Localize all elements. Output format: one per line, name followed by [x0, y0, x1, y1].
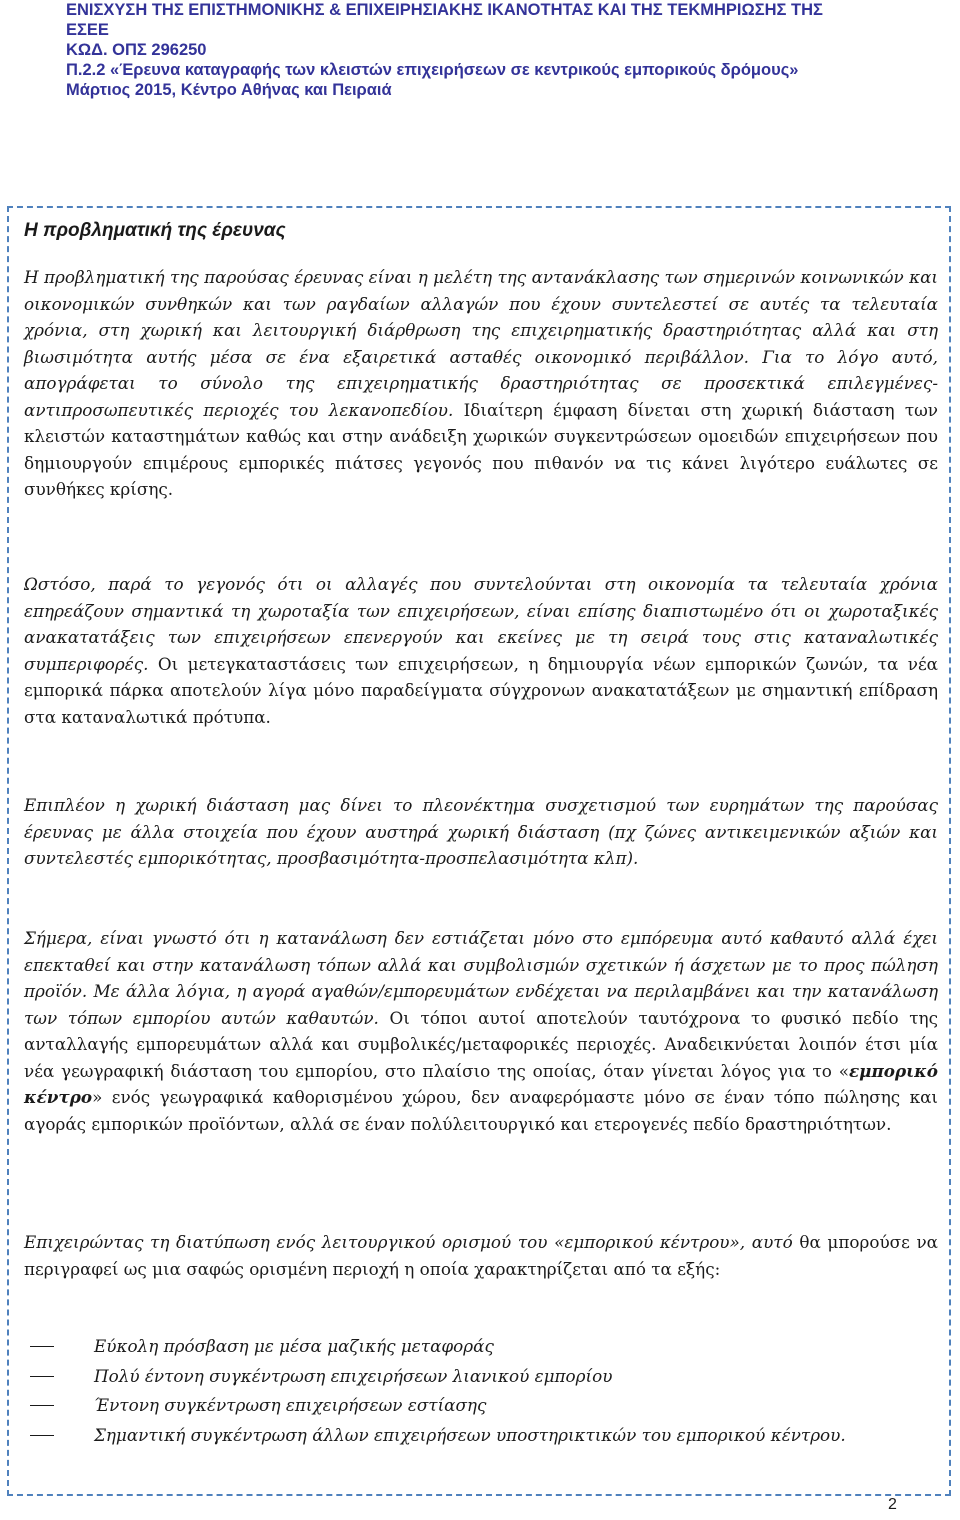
paragraph-3 — [24, 792, 938, 872]
paragraph-1-normal: Ιδιαίτερη έμφαση δίνεται στη χωρική διάσταση των κλειστών καταστημάτων καθώς και στην ανάδειξη χωρικών συγκεντρώσεων ομοειδών επιχειρήσεων που δημιουργούν επιμέρους εμπορικές πιάτσες γεγονός που πιθανόν να τις κάνει λιγότερο ευάλωτες σε συνθήκες κρίσης. — [24, 399, 938, 499]
paragraph-2 — [24, 571, 938, 730]
dash-bullet-icon — [30, 1346, 54, 1347]
header-line-2: ΕΣΕΕ — [66, 21, 109, 39]
paragraph-5-normal: θα μπορούσε να περιγραφεί ως μια σαφώς ορισμένη περιοχή η οποία χαρακτηρίζεται από τα εξής: — [24, 1232, 938, 1279]
paragraph-4-normal-b: » ενός γεωγραφικά καθορισμένου χώρου, δεν αναφερόμαστε μόνο σε έναν τόπο πώλησης και αγοράς εμπορικών προϊόντων, αλλά σε έναν πολύλειτουργικό και ετερογενές πεδίο δραστηριότητων. — [24, 1087, 938, 1134]
header-line-4: Π.2.2 «Έρευνα καταγραφής των κλειστών επιχειρήσεων σε κεντρικούς εμπορικούς δρόμους» — [66, 61, 799, 79]
list-item: Εύκολη πρόσβαση με μέσα μαζικής μεταφοράς — [24, 1332, 938, 1362]
dash-bullet-icon — [30, 1405, 54, 1406]
list-item: Σημαντική συγκέντρωση άλλων επιχειρήσεων υποστηρικτικών του εμπορικού κέντρου. — [24, 1421, 938, 1451]
header-line-5: Μάρτιος 2015, Κέντρο Αθήνας και Πειραιά — [66, 81, 392, 99]
paragraph-1 — [24, 264, 938, 503]
paragraph-4 — [24, 925, 938, 1137]
paragraph-1-italic: Η προβληματική της παρούσας έρευνας είναι η μελέτη της αντανάκλασης των σημερινών κοινωνικών και οικονομικών συνθηκών και των ραγδαίων αλλαγών που έχουν συντελεστεί σε αυτές τα τελευταία χρόνια, στη χωρική και λειτουργική διάρθρωση της επιχειρηματικής δραστηριότητας αλλά και στη βιωσιμότητα αυτής μέσα σε ένα εξαιρετικά ασταθές οικονομικό περιβάλλον. — [24, 267, 938, 367]
paragraph-4-normal-a: Οι τόποι αυτοί αποτελούν ταυτόχρονα το φυσικό πεδίο της ανταλλαγής εμπορευμάτων αλλά και συμβολικές/μεταφορικές περιοχές. Αναδεικνύεται λοιπόν έτσι μία νέα γεωγραφική διάσταση του εμπορίου, στο πλαίσιο της οποίας, όταν γίνεται λόγος για το « — [24, 1007, 938, 1081]
dash-bullet-icon — [30, 1376, 54, 1377]
paragraph-4-bold-term: εμπορικό κέντρο — [24, 1060, 938, 1107]
paragraph-5 — [24, 1229, 938, 1282]
criteria-list — [24, 1332, 938, 1450]
header-line-3: ΚΩΔ. ΟΠΣ 296250 — [66, 41, 207, 59]
page-number: 2 — [888, 1496, 897, 1513]
paragraph-2-italic: Ωστόσο, παρά το γεγονός ότι οι αλλαγές που συντελούνται στη οικονομία τα τελευταία χρόνια επηρεάζουν σημαντικά τη χωροταξία των επιχειρήσεων, είναι επίσης διαπιστωμένο ότι οι χωροταξικές ανακατατάξεις των επιχειρήσεων επενεργούν και εκείνες με τη σειρά τους στις καταναλωτικές συμπεριφορές. — [24, 574, 938, 674]
list-item: Έντονη συγκέντρωση επιχειρήσεων εστίασης — [24, 1391, 938, 1421]
paragraph-4-italic: Σήμερα, είναι γνωστό ότι η κατανάλωση δεν εστιάζεται μόνο στο εμπόρευμα αυτό καθαυτό αλλά έχει επεκταθεί και στην κατανάλωση τόπων αλλά και συμβολισμών σχετικών ή άσχετων με το προς πώληση προϊόν. Με άλλα λόγια, η αγορά αγαθών/εμπορευμάτων ενδέχεται να περιλαμβάνει και την κατανάλωση των τόπων εμπορίου αυτών καθαυτών. — [24, 928, 938, 1028]
dash-bullet-icon — [30, 1435, 54, 1436]
section-heading: Η προβληματική της έρευνας — [24, 220, 286, 241]
paragraph-1-italic-2: Για το λόγο αυτό, απογράφεται το σύνολο της επιχειρηματικής δραστηριότητας σε προσεκτικά επιλεγμένες-αντιπροσωπευτικές περιοχές του λεκανοπεδίου. — [24, 346, 938, 420]
paragraph-5-italic: Επιχειρώντας τη διατύπωση ενός λειτουργικού ορισμού του «εμπορικού κέντρου», αυτό — [24, 1232, 793, 1252]
list-item: Πολύ έντονη συγκέντρωση επιχειρήσεων λιανικού εμπορίου — [24, 1362, 938, 1392]
header-line-1: ΕΝΙΣΧΥΣΗ ΤΗΣ ΕΠΙΣΤΗΜΟΝΙΚΗΣ & ΕΠΙΧΕΙΡΗΣΙΑΚΗΣ ΙΚΑΝΟΤΗΤΑΣ ΚΑΙ ΤΗΣ ΤΕΚΜΗΡΙΩΣΗΣ ΤΗΣ — [66, 1, 823, 19]
paragraph-3-italic: Επιπλέον η χωρική διάσταση μας δίνει το πλεονέκτημα συσχετισμού των ευρημάτων της παρούσας έρευνας με άλλα στοιχεία που έχουν αυστηρά χωρική διάσταση (πχ ζώνες αντικειμενικών αξιών και συντελεστές εμπορικότητας, προσβασιμότητα-προσπελασιμότητα κλπ). — [24, 795, 938, 868]
document-header — [66, 0, 946, 100]
paragraph-2-normal: Οι μετεγκαταστάσεις των επιχειρήσεων, η δημιουργία νέων εμπορικών ζωνών, τα νέα εμπορικά πάρκα αποτελούν λίγα μόνο παραδείγματα σύγχρονων ανακατατάξεων με σημαντική επίδραση στα καταναλωτικά πρότυπα. — [24, 653, 938, 727]
